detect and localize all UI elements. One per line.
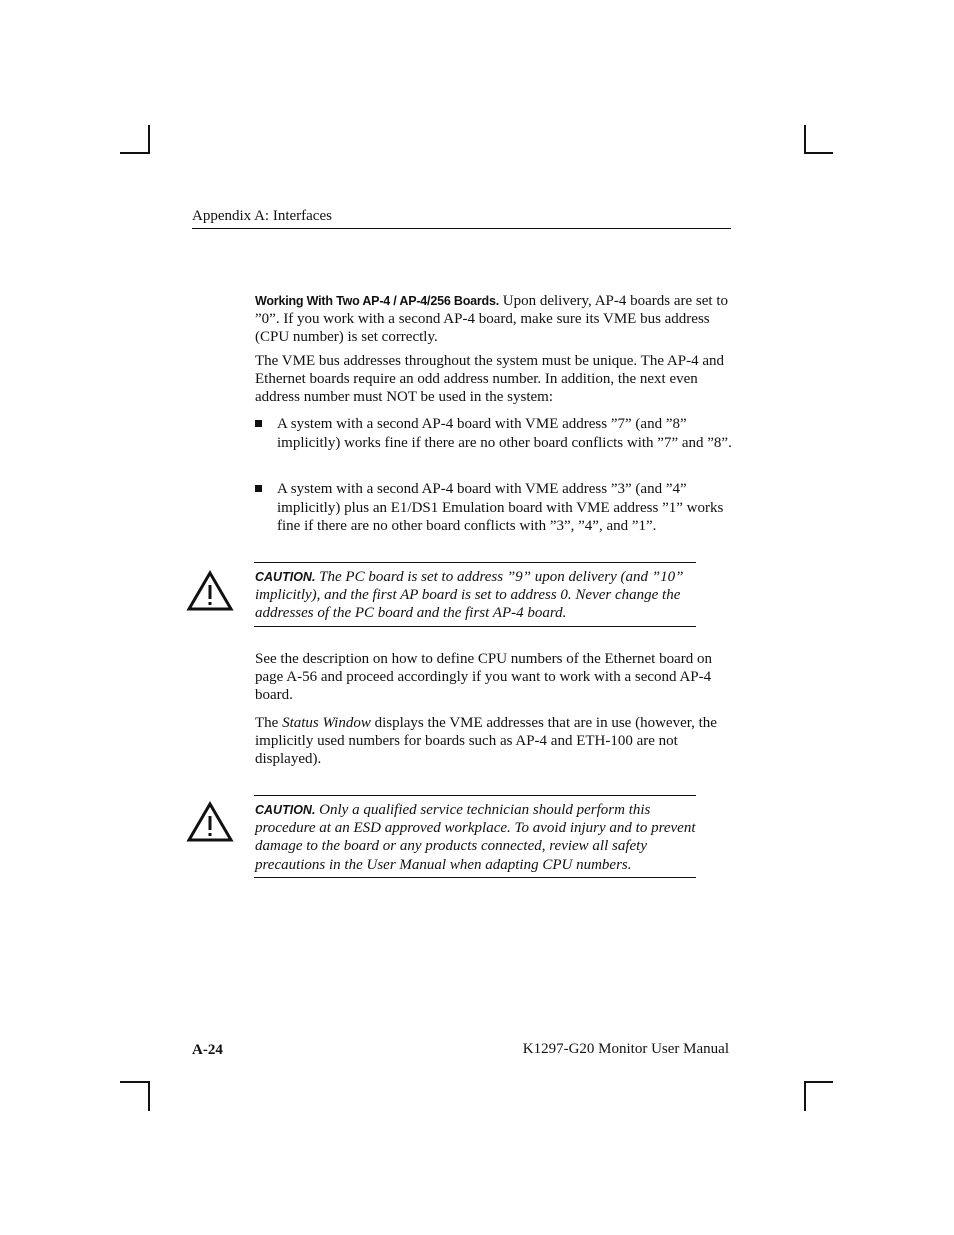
running-head: Appendix A: Interfaces [192,207,731,229]
crop-mark-bottom-right-h [804,1081,833,1083]
page-number: A-24 [192,1042,223,1058]
caution-text: Only a qualified service technician should perform this procedure at an ESD approved workplace. To avoid injury and to prevent damage to the board or any products connected, review all safety precautions in the User Manual when adapting CPU numbers. [255,802,696,873]
crop-mark-bottom-left-h [120,1081,150,1083]
paragraph-3: See the description on how to define CPU numbers of the Ethernet board on page A-56 and proceed accordingly if you want to work with a second AP-4 board. [255,651,712,703]
paragraph-vme-unique [255,352,735,406]
caution-box-1 [254,562,696,627]
square-bullet-icon [255,485,262,492]
paragraph-cpu-numbers [255,650,735,704]
caution-label: CAUTION. [255,570,316,584]
paragraph-status-window [255,714,735,768]
crop-mark-top-left-v [148,125,150,154]
crop-mark-top-right-v [804,125,806,154]
caution-text: The PC board is set to address ”9” upon delivery (and ”10” implicitly), and the first AP board is set to address 0. Never change the addresses of the PC board and the first AP-4 board. [255,569,684,622]
paragraph-4-prefix: The [255,715,283,731]
section-intro [255,292,735,346]
warning-triangle-icon [186,570,234,612]
crop-mark-top-right-h [804,152,833,154]
crop-mark-bottom-right-v [804,1081,806,1111]
status-window-term: Status Window [282,715,371,731]
warning-triangle-icon [186,801,234,843]
square-bullet-icon [255,420,262,427]
paragraph-2: The VME bus addresses throughout the system must be unique. The AP-4 and Ethernet boards require an odd address number. In addition, the next even address number must NOT be used in the system: [255,353,724,405]
crop-mark-top-left-h [120,152,150,154]
run-in-heading: Working With Two AP-4 / AP-4/256 Boards. [255,294,500,308]
caution-label: CAUTION. [255,803,316,817]
list-item [255,480,735,536]
intro-text: Upon delivery, AP-4 boards are set to ”0”. If you work with a second AP-4 board, make sure its VME bus address (CPU number) is set correctly. [255,293,728,345]
caution-box-2 [254,795,696,878]
paragraph-4-suffix: displays the VME addresses that are in use (however, the implicitly used numbers for boards such as AP-4 and ETH-100 are not displayed). [255,715,717,767]
bullet-text: A system with a second AP-4 board with VME address ”7” (and ”8” implicitly) works fine if there are no other board conflicts with ”7” and ”8”. [277,416,732,451]
manual-title: K1297-G20 Monitor User Manual [522,1041,729,1057]
list-item [255,415,735,452]
bullet-text: A system with a second AP-4 board with VME address ”3” (and ”4” implicitly) plus an E1/DS1 Emulation board with VME address ”1” works fine if there are no other board conflicts with ”3”, ”4”, and ”1”. [277,481,724,534]
crop-mark-bottom-left-v [148,1081,150,1111]
